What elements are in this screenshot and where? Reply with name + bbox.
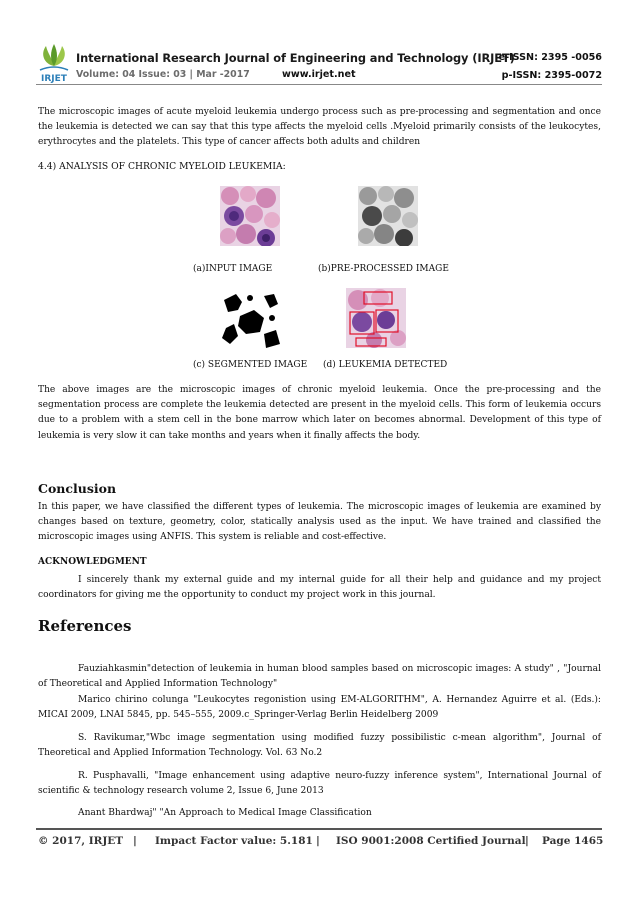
footer-copyright: © 2017, IRJET [38,835,124,847]
journal-url[interactable]: www.irjet.net [282,69,356,80]
figure-preprocessed-image [358,186,418,246]
svg-text:IRJET: IRJET [41,74,67,84]
header-divider [36,84,602,85]
reference-item: Marico chirino colunga "Leukocytes regonistion using EM-ALGORITHM", A. Hernandez Aguirre et al. (Eds.): MICAI 2009, LNAI 5845, pp. 545–555, 2009.c_Springer-Verlag Berlin Heidelberg 2009 [38,695,601,721]
caption-input-image: (a)INPUT IMAGE [193,264,273,274]
reference-item: Anant Bhardwaj" "An Approach to Medical Image Classification [78,808,372,818]
caption-segmented-image: (c) SEGMENTED IMAGE [193,360,308,370]
acknowledgment-heading: ACKNOWLEDGMENT [38,557,147,567]
footer-separator: | [525,835,529,847]
figure-leukemia-detected [346,288,406,348]
journal-title: International Research Journal of Engineering and Technology (IRJET) [76,51,515,65]
journal-header [36,44,602,88]
reference-item: S. Ravikumar,"Wbc image segmentation using modified fuzzy possibilistic c-mean algorithm", Journal of Theoretical and Applied Information Technology. Vol. 63 No.2 [38,733,601,759]
footer-divider [36,828,602,830]
footer-iso: ISO 9001:2008 Certified Journal [336,835,526,847]
section-heading: 4.4) ANALYSIS OF CHRONIC MYELOID LEUKEMIA: [38,161,286,172]
conclusion-paragraph: In this paper, we have classified the different types of leukemia. The microscopic images of leukemia are examined by changes based on texture, geometry, color, statically analysis used as the input. We have trained and classified the microscopic images using ANFIS. This system is reliable and cost-effective. [38,502,601,543]
intro-paragraph: The microscopic images of acute myeloid leukemia undergo process such as pre-processing and segmentation and once the leukemia is detected we can say that this type affects the myeloid cells .Myeloid primarily consists of the leukocytes, erythrocytes and the platelets. This type of cancer affects both adults and children [38,107,601,148]
footer-page-number: Page 1465 [542,835,604,847]
reference-item: R. Pusphavalli, "Image enhancement using adaptive neuro-fuzzy inference system", International Journal of scientific & technology research volume 2, Issue 6, June 2013 [38,771,601,797]
caption-preprocessed-image: (b)PRE-PROCESSED IMAGE [318,264,449,274]
figure-segmented-image [220,288,280,348]
footer-separator: | [316,835,320,847]
analysis-paragraph: The above images are the microscopic images of chronic myeloid leukemia. Once the pre-processing and the segmentation process are complete the leukemia detected are present in the myeloid cells. This form of leukemia occurs due to a problem with a stem cell in the bone marrow which later on becomes abnormal. Development of this type of leukemia is very slow it can take months and years when it finally affects the body. [38,385,601,441]
irjet-logo-icon [36,44,72,84]
footer-impact-factor: Impact Factor value: 5.181 [155,835,313,847]
references-heading: References [38,617,132,635]
caption-leukemia-detected: (d) LEUKEMIA DETECTED [323,360,448,370]
footer-separator: | [133,835,137,847]
acknowledgment-paragraph: I sincerely thank my external guide and my internal guide for all their help and guidance and my project coordinators for giving me the opportunity to conduct my project work in this journal. [38,575,601,601]
conclusion-heading: Conclusion [38,481,117,496]
volume-issue: Volume: 04 Issue: 03 | Mar -2017 [76,69,250,80]
pissn: p-ISSN: 2395-0072 [501,70,602,81]
figure-input-image [220,186,280,246]
eissn: e-ISSN: 2395 -0056 [498,52,602,63]
reference-item: Fauziahkasmin"detection of leukemia in human blood samples based on microscopic images: A study" , "Journal of Theoretical and Applied Information Technology" [38,664,601,690]
